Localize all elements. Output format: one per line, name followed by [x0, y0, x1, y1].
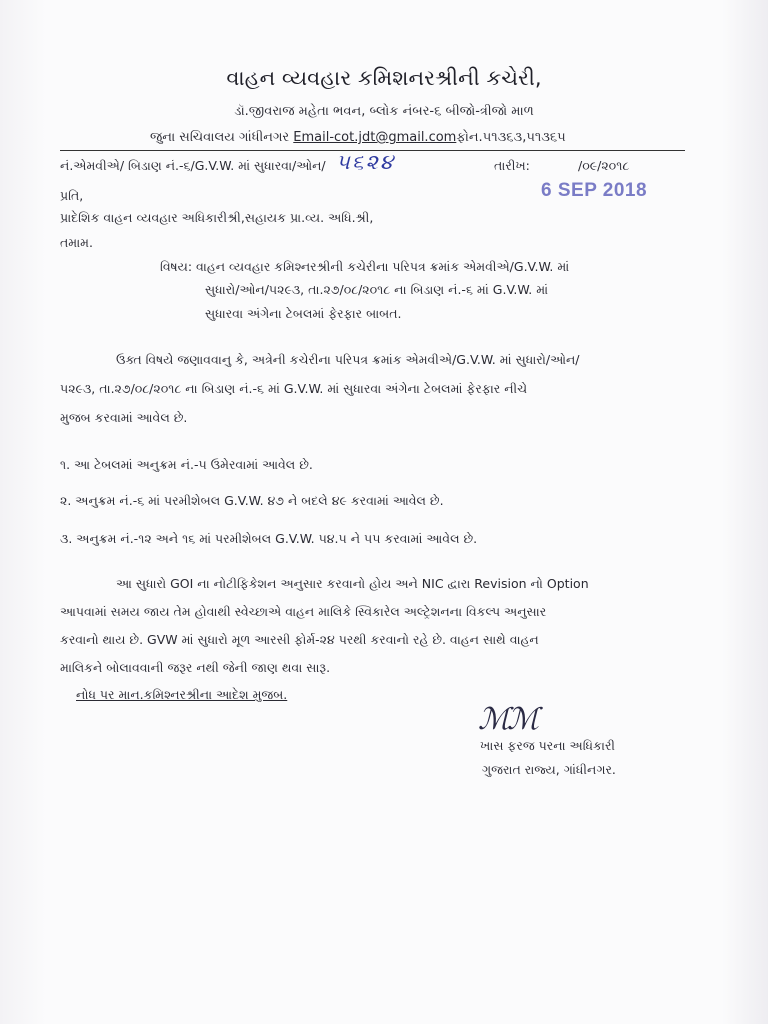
date-value: /૦૯/૨૦૧૮	[578, 158, 630, 173]
point-3: ૩. અનુક્રમ નં.-૧૨ અને ૧૬ માં પરમીશેબલ G.V.W. ૫૪.૫ ને ૫૫ કરવામાં આવેલ છે.	[60, 531, 478, 546]
subject-line-3: સુધારવા અંગેના ટેબલમાં ફેરફાર બાબત.	[205, 306, 402, 321]
recipient-line-1: પ્રાદેશિક વાહન વ્યવહાર અધિકારીશ્રી,સહાયક પ્રા.વ્ય. અધિ.શ્રી,	[60, 210, 374, 225]
closing-line-2: આપવામાં સમય જાય તેમ હોવાથી સ્વેચ્છાએ વાહન માલિકે સ્વિકારેલ અલ્ટ્રેશનના વિકલ્પ અનુસાર	[60, 604, 547, 619]
address-line-1: ડૉ.જીવરાજ મહેતા ભવન, બ્લોક નંબર-૬ બીજો-ત્રીજો માળ	[234, 104, 534, 119]
address-line-2	[150, 130, 566, 145]
subject-line-2: સુધારો/ઓન/૫૨૯૩, તા.૨૭/૦૮/૨૦૧૮ ના બિડાણ નં.-૬ માં G.V.W. માં	[205, 282, 549, 297]
reference-text: નં.એમવીએ/ બિડાણ નં.-૬/G.V.W. માં સુધારવા/ઓન/	[60, 158, 326, 173]
office-title: વાહન વ્યવહાર કમિશનરશ્રીની કચેરી,	[226, 66, 542, 90]
closing-line-4: માલિકને બોલાવવાની જરૂર નથી જેની જાણ થવા સારૂ.	[60, 660, 331, 675]
designation-line-2: ગુજરાત રાજ્ય, ગાંધીનગર.	[482, 762, 616, 777]
intro-line-1: ઉક્ત વિષયે જણાવવાનુ કે, અત્રેની કચેરીના પરિપત્ર ક્રમાંક એમવીએ/G.V.W. માં સુધારો/ઓન/	[116, 352, 580, 367]
intro-line-3: મુજબ કરવામાં આવેલ છે.	[60, 410, 188, 425]
address-prefix: જુના સચિવાલય ગાંધીનગર	[150, 130, 294, 145]
date-label: તારીખ:	[494, 158, 530, 173]
phone-numbers: ફોન.૫૧૩૬૩,૫૧૩૬૫	[456, 130, 566, 145]
closing-line-1: આ સુધારો GOI ના નોટીફિકેશન અનુસાર કરવાનો હોય અને NIC દ્વારા Revision નો Option	[116, 576, 589, 591]
closing-line-3: કરવાનો થાય છે. GVW માં સુધારો મૂળ આરસી ફોર્મ-૨૪ પરથી કરવાનો રહે છે. વાહન સાથે વાહન	[60, 632, 539, 647]
subject-line-1: વિષય: વાહન વ્યવહાર કમિશ્નરશ્રીની કચેરીના પરિપત્ર ક્રમાંક એમવીએ/G.V.W. માં	[160, 259, 570, 274]
designation-line-1: ખાસ ફરજ પરના અધિકારી	[480, 738, 615, 753]
recipient-prati: પ્રતિ,	[60, 188, 84, 203]
signature-mark: ℳℳ	[478, 702, 537, 737]
handwritten-reference-number: ૫૬૨૪	[336, 150, 395, 174]
email-address: Email-cot.jdt@gmail.com	[293, 130, 457, 145]
date-stamp: 6 SEP 2018	[541, 180, 648, 201]
intro-line-2: ૫૨૯૩, તા.૨૭/૦૮/૨૦૧૮ ના બિડાણ નં.-૬ માં G.V.W. માં સુધારવા અંગેના ટેબલમાં ફેરફાર નીચે	[60, 381, 528, 396]
point-1: ૧. આ ટેબલમાં અનુક્રમ નં.-૫ ઉમેરવામાં આવેલ છે.	[60, 457, 313, 472]
order-note: નોધ પર માન.કમિશ્નરશ્રીના આદેશ મુજબ.	[76, 687, 288, 702]
point-2: ૨. અનુક્રમ નં.-૬ માં પરમીશેબલ G.V.W. ૪૭ ને બદલે ૪૯ કરવામાં આવેલ છે.	[60, 493, 444, 508]
recipient-line-2: તમામ.	[60, 235, 93, 250]
